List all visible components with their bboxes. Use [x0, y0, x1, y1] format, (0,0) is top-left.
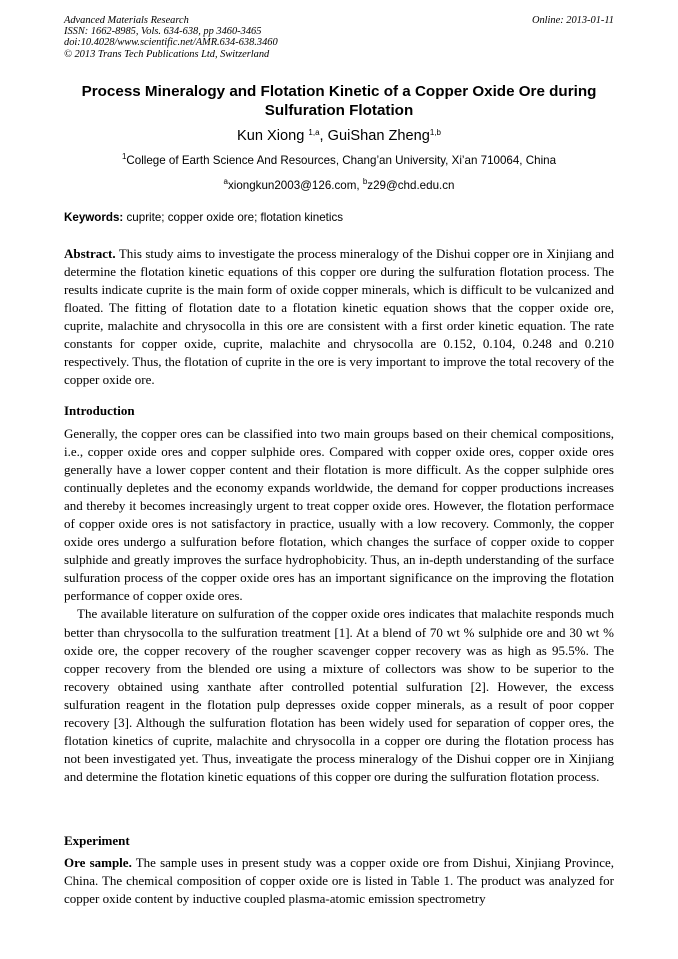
author-2: GuiShan Zheng — [327, 128, 430, 144]
ore-sample-paragraph — [64, 854, 614, 908]
email-a-marker: a — [223, 177, 228, 186]
intro-paragraph-2: The available literature on sulfuration of the copper oxide ores indicates that malachite responds much better than chrysocolla to the sulfuration treatment [1]. At a blend of 70 wt % sulphide ore and 30 wt % oxide ore, the copper recovery of the rougher scavenger copper recovery was as high as 95.5%. The copper recovery from the blended ore using a mixture of collectors was show to be superior to the recovery obtained using xanthate after controlled potential sulfuration [2]. However, the excess sulfuration reagent in the flotation pulp depresses oxide copper minerals, as a result of poor copper recovery [3]. Although the sulfuration flotation has been widely used for separation of copper ores, the flotation kinetics of cuprite, malachite and chrysocolla in a copper ore during the flotation process has not been investigated yet. Thus, inveatigate the process mineralogy of the Dishui copper ore in Xinjiang and determine the flotation kinetic equations of this copper ore during the sulfuration flotation process. — [64, 606, 614, 784]
author-line — [0, 127, 678, 145]
journal-header — [64, 15, 278, 60]
email-b: z29@chd.edu.cn — [367, 179, 455, 192]
email-separator: , — [356, 179, 363, 192]
intro-paragraph-1: Generally, the copper ores can be classified into two main groups based on their chemical compositions, i.e., copper oxide ores and copper sulphide ores. Compared with copper oxide ores, copper oxide ores generally have a lower copper content and their flotation is more difficult. As the copper sulphide ores continually depletes and the economy expands worldwide, the demand for copper productions increases and thereby it becomes increasingly urgent to treat copper oxide ores. However, the flotation performace of copper oxide ores is not satisfactory in practice, usually with a low recovery. Commonly, the copper oxide ores undergo a sulfuration before flotation, which changes the surface of copper oxide to copper sulphide and greatly improves the surface hydrophobicity. Thus, an in-depth understanding of the surface sulfuration process of the copper oxide ores has an important significance on the improving the flotation performance of copper oxide ores. — [64, 426, 614, 604]
issn-line: ISSN: 1662-8985, Vols. 634-638, pp 3460-3465 — [64, 26, 262, 38]
copyright-line: © 2013 Trans Tech Publications Ltd, Switzerland — [64, 48, 270, 60]
email-a: xiongkun2003@126.com — [227, 179, 357, 192]
keywords — [64, 210, 614, 225]
author-1-affil: 1,a — [308, 128, 320, 137]
paper-title: Process Mineralogy and Flotation Kinetic of a Copper Oxide Ore during Sulfuration Flotation — [81, 83, 597, 119]
abstract-label: Abstract. — [64, 246, 116, 261]
email-line — [0, 178, 678, 193]
journal-name: Advanced Materials Research — [64, 15, 189, 26]
ore-sample-label: Ore sample. — [64, 855, 132, 870]
abstract — [64, 245, 614, 389]
affiliation-text: College of Earth Science And Resources, Chang’an University, Xi’an 710064, China — [126, 154, 557, 167]
introduction-heading: Introduction — [64, 403, 135, 418]
introduction-body — [64, 425, 614, 786]
affiliation-marker: 1 — [121, 152, 127, 161]
author-2-affil: 1,b — [429, 128, 441, 137]
author-1: Kun Xiong — [237, 128, 309, 144]
ore-sample-text: The sample uses in present study was a copper oxide ore from Dishui, Xinjiang Province, China. The chemical composition of copper oxide ore is listed in Table 1. The product was analyzed for copper oxide content by inductive coupled plasma-atomic emission spectrometry — [64, 855, 614, 907]
affiliation — [0, 153, 678, 168]
doi-line: doi:10.4028/www.scientific.net/AMR.634-638.3460 — [64, 37, 278, 49]
keywords-label: Keywords: — [64, 211, 124, 224]
experiment-heading: Experiment — [64, 833, 130, 848]
keywords-text: cuprite; copper oxide ore; flotation kinetics — [123, 211, 344, 224]
email-b-marker: b — [362, 177, 368, 186]
online-date: Online: 2013-01-11 — [531, 15, 614, 26]
abstract-text: This study aims to investigate the process mineralogy of the Dishui copper ore in Xinjiang and determine the flotation kinetic equations of this copper ore during the sulfuration flotation process. The results indicate cuprite is the main form of oxide copper minerals, which is difficult to be vulcanized and floated. The fitting of flotation date to a flotation kinetic equation shows that the copper oxide ore, cuprite, malachite and chrysocolla in this ore are consistent with a first order kinetic equation. The rate constants for copper oxide, cuprite, malachite and chrysocolla are 0.152, 0.104, 0.248 and 0.210 respectively. Thus, the flotation of cuprite in the ore is very important to improve the total recovery of the copper oxide ore. — [64, 246, 614, 388]
author-separator: , — [319, 128, 328, 144]
